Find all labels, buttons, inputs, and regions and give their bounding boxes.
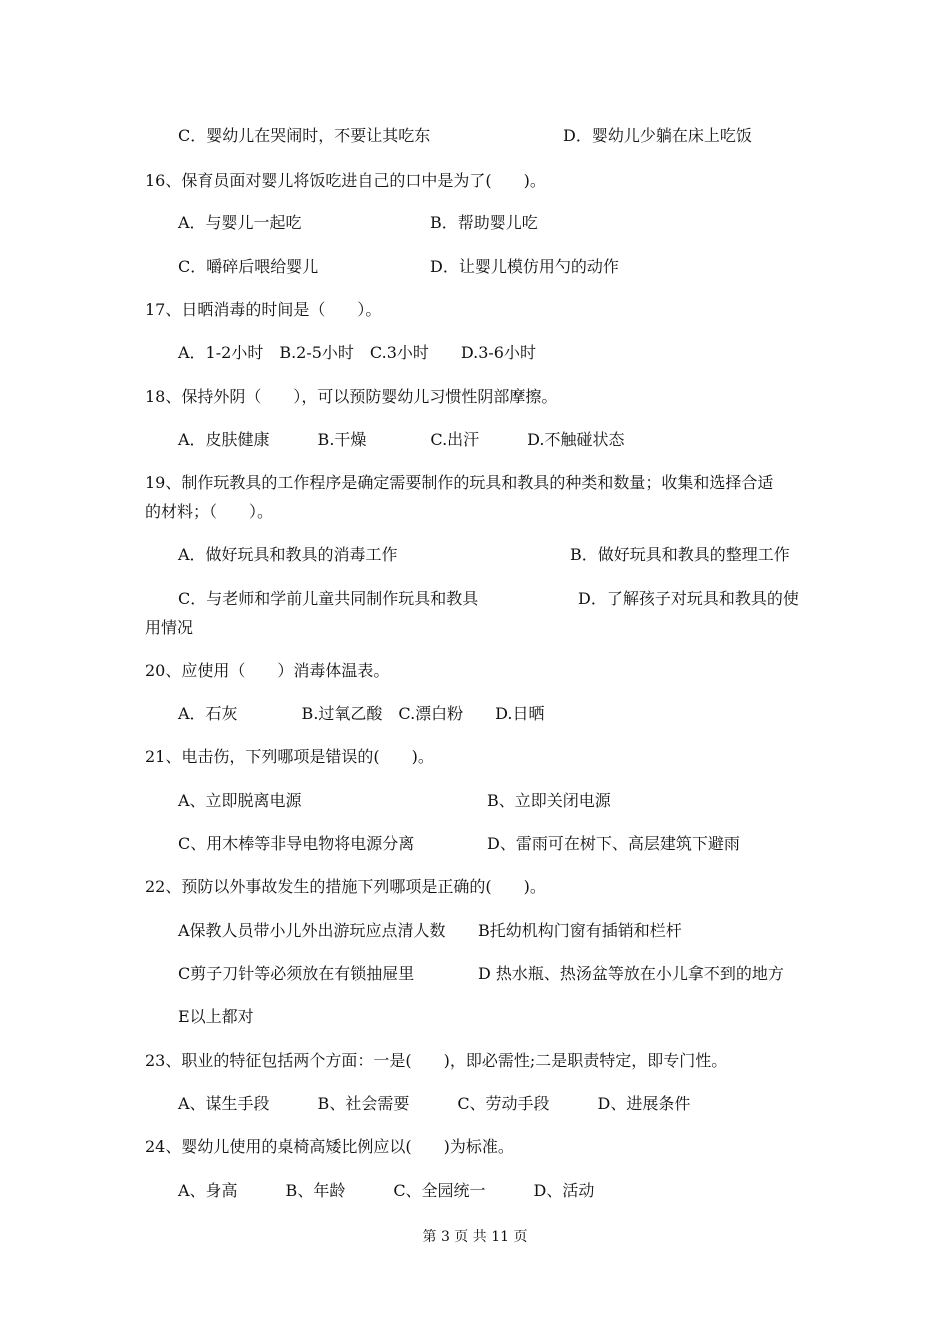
q21-question: 21、电击伤，下列哪项是错误的( )。 (145, 747, 434, 766)
page-footer: 第 3 页 共 11 页 (422, 1229, 528, 1245)
q17-question: 17、日晒消毒的时间是（ ）。 (145, 300, 382, 319)
q19-option-b: B．做好玩具和教具的整理工作 (570, 545, 790, 564)
q17-options: A．1-2小时 B.2-5小时 C.3小时 D.3-6小时 (178, 343, 536, 362)
q22-option-d: D 热水瓶、热汤盆等放在小儿拿不到的地方 (478, 964, 784, 983)
q19-option-c: C．与老师和学前儿童共同制作玩具和教具 (178, 589, 479, 608)
q16-option-a: A．与婴儿一起吃 (178, 213, 302, 232)
q15-option-c: C．婴幼儿在哭闹时，不要让其吃东 (178, 126, 431, 145)
q21-option-c: C、用木棒等非导电物将电源分离 (178, 834, 415, 853)
q24-question: 24、婴幼儿使用的桌椅高矮比例应以( )为标准。 (145, 1137, 514, 1156)
q19-question-cont: 的材料；（ ）。 (145, 502, 274, 521)
q16-option-b: B．帮助婴儿吃 (430, 213, 538, 232)
q22-question: 22、预防以外事故发生的措施下列哪项是正确的( )。 (145, 877, 546, 896)
q22-option-c: C剪子刀针等必须放在有锁抽屉里 (178, 964, 415, 983)
q16-question: 16、保育员面对婴儿将饭吃进自己的口中是为了( )。 (145, 171, 546, 190)
q21-option-a: A、立即脱离电源 (178, 791, 302, 810)
q22-option-e: E以上都对 (178, 1007, 254, 1026)
q19-option-d: D．了解孩子对玩具和教具的使 (578, 589, 799, 608)
q20-question: 20、应使用（ ）消毒体温表。 (145, 661, 390, 680)
q16-option-c: C．嚼碎后喂给婴儿 (178, 257, 319, 276)
q18-question: 18、保持外阴（ ），可以预防婴幼儿习惯性阴部摩擦。 (145, 387, 558, 406)
q20-options: A．石灰 B.过氧乙酸 C.漂白粉 D.日晒 (178, 704, 545, 723)
q21-option-b: B、立即关闭电源 (487, 791, 611, 810)
q18-options: A．皮肤健康 B.干燥 C.出汗 D.不触碰状态 (178, 430, 625, 449)
q22-option-b: B托幼机构门窗有插销和栏杆 (478, 921, 682, 940)
q15-option-d: D．婴幼儿少躺在床上吃饭 (563, 126, 752, 145)
q19-option-a: A．做好玩具和教具的消毒工作 (178, 545, 398, 564)
q21-option-d: D、雷雨可在树下、高层建筑下避雨 (487, 834, 740, 853)
q23-options: A、谋生手段 B、社会需要 C、劳动手段 D、进展条件 (178, 1094, 691, 1113)
q23-question: 23、职业的特征包括两个方面：一是( )，即必需性;二是职责特定，即专门性。 (145, 1051, 728, 1070)
q19-question: 19、制作玩教具的工作程序是确定需要制作的玩具和教具的种类和数量；收集和选择合适 (145, 473, 774, 492)
q22-option-a: A保教人员带小儿外出游玩应点清人数 (178, 921, 446, 940)
q16-option-d: D．让婴儿模仿用勺的动作 (430, 257, 619, 276)
q19-option-d-cont: 用情况 (145, 618, 194, 637)
q24-options: A、身高 B、年龄 C、全园统一 D、活动 (178, 1181, 595, 1200)
